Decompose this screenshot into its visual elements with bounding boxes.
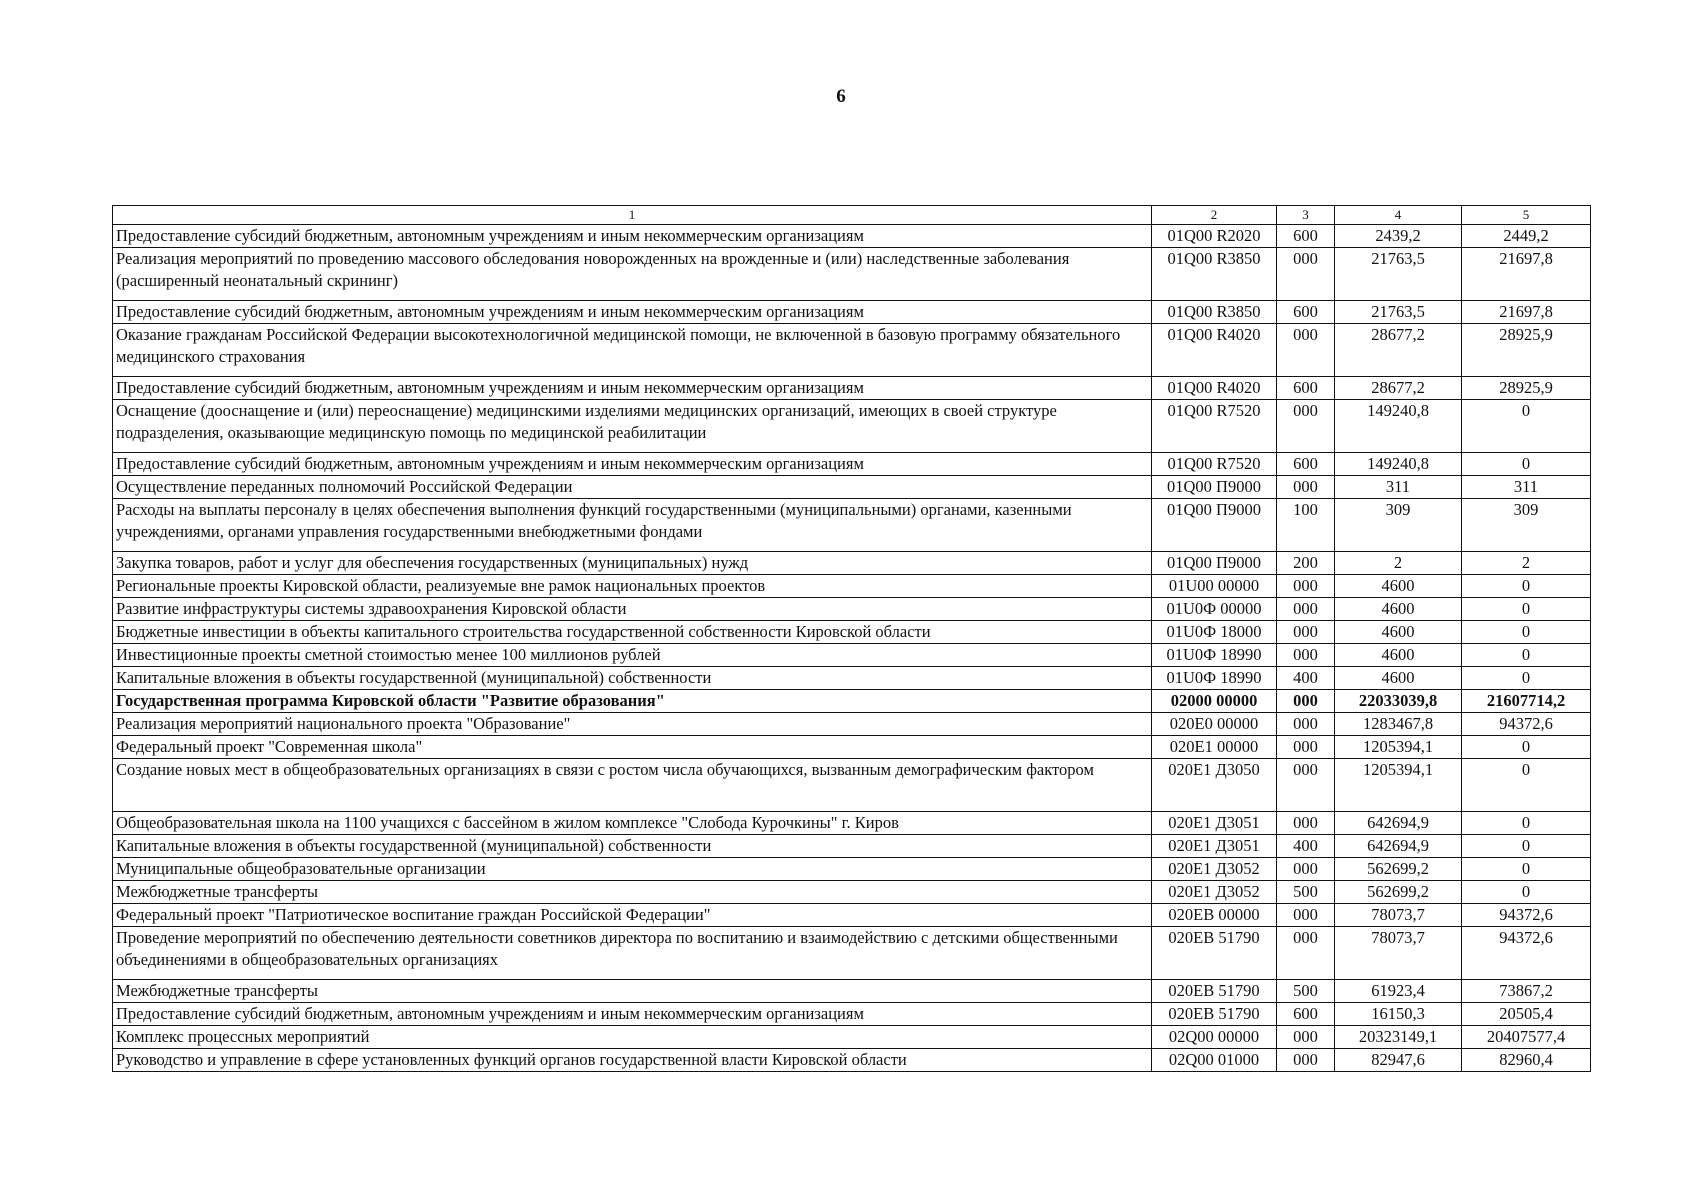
header-col-3: 3 bbox=[1277, 206, 1335, 225]
row-name-cell: Реализация мероприятий национального проекта "Образование" bbox=[113, 713, 1152, 736]
row-value-col5-cell: 0 bbox=[1462, 736, 1591, 759]
page-number: 6 bbox=[836, 86, 846, 107]
row-value-col5-cell: 0 bbox=[1462, 621, 1591, 644]
row-name-cell: Руководство и управление в сфере установленных функций органов государственной власти Кировской области bbox=[113, 1049, 1152, 1072]
row-type-cell: 000 bbox=[1277, 598, 1335, 621]
row-name-cell: Предоставление субсидий бюджетным, автономным учреждениям и иным некоммерческим организациям bbox=[113, 453, 1152, 476]
row-name-cell: Предоставление субсидий бюджетным, автономным учреждениям и иным некоммерческим организациям bbox=[113, 301, 1152, 324]
row-value-col4-cell: 562699,2 bbox=[1335, 881, 1462, 904]
row-name-cell: Развитие инфраструктуры системы здравоохранения Кировской области bbox=[113, 598, 1152, 621]
row-type-cell: 100 bbox=[1277, 499, 1335, 552]
row-code-cell: 020E1 Д3050 bbox=[1152, 759, 1277, 812]
row-value-col4-cell: 82947,6 bbox=[1335, 1049, 1462, 1072]
row-name-cell: Федеральный проект "Патриотическое воспитание граждан Российской Федерации" bbox=[113, 904, 1152, 927]
row-name-cell: Оснащение (дооснащение и (или) переоснащение) медицинскими изделиями медицинских организаций, имеющих в своей структуре подразделения, оказывающие медицинскую помощь по медицинской реабилитации bbox=[113, 400, 1152, 453]
table-row bbox=[113, 225, 1591, 248]
row-type-cell: 000 bbox=[1277, 904, 1335, 927]
row-name-cell: Государственная программа Кировской области "Развитие образования" bbox=[113, 690, 1152, 713]
row-value-col5-cell: 21697,8 bbox=[1462, 248, 1591, 301]
row-value-col4-cell: 21763,5 bbox=[1335, 248, 1462, 301]
row-value-col5-cell: 20407577,4 bbox=[1462, 1026, 1591, 1049]
row-name-cell: Капитальные вложения в объекты государственной (муниципальной) собственности bbox=[113, 835, 1152, 858]
row-name-cell: Межбюджетные трансферты bbox=[113, 881, 1152, 904]
row-type-cell: 600 bbox=[1277, 377, 1335, 400]
row-type-cell: 000 bbox=[1277, 858, 1335, 881]
row-value-col4-cell: 642694,9 bbox=[1335, 835, 1462, 858]
row-type-cell: 000 bbox=[1277, 690, 1335, 713]
row-code-cell: 020EB 00000 bbox=[1152, 904, 1277, 927]
row-type-cell: 600 bbox=[1277, 225, 1335, 248]
row-name-cell: Федеральный проект "Современная школа" bbox=[113, 736, 1152, 759]
row-value-col5-cell: 0 bbox=[1462, 644, 1591, 667]
table-row bbox=[113, 476, 1591, 499]
row-value-col5-cell: 2 bbox=[1462, 552, 1591, 575]
row-value-col5-cell: 0 bbox=[1462, 575, 1591, 598]
row-value-col4-cell: 149240,8 bbox=[1335, 400, 1462, 453]
table-row bbox=[113, 927, 1591, 980]
table-row bbox=[113, 499, 1591, 552]
row-value-col4-cell: 4600 bbox=[1335, 667, 1462, 690]
row-code-cell: 01Q00 R7520 bbox=[1152, 400, 1277, 453]
row-value-col5-cell: 0 bbox=[1462, 812, 1591, 835]
row-type-cell: 600 bbox=[1277, 1003, 1335, 1026]
row-value-col4-cell: 1205394,1 bbox=[1335, 759, 1462, 812]
row-value-col5-cell: 0 bbox=[1462, 858, 1591, 881]
row-value-col5-cell: 94372,6 bbox=[1462, 904, 1591, 927]
row-code-cell: 01Q00 R4020 bbox=[1152, 324, 1277, 377]
row-value-col5-cell: 0 bbox=[1462, 400, 1591, 453]
table-row bbox=[113, 575, 1591, 598]
table-row bbox=[113, 690, 1591, 713]
row-type-cell: 200 bbox=[1277, 552, 1335, 575]
row-type-cell: 400 bbox=[1277, 667, 1335, 690]
row-value-col4-cell: 78073,7 bbox=[1335, 904, 1462, 927]
row-value-col5-cell: 28925,9 bbox=[1462, 377, 1591, 400]
row-type-cell: 000 bbox=[1277, 400, 1335, 453]
row-type-cell: 000 bbox=[1277, 812, 1335, 835]
row-type-cell: 400 bbox=[1277, 835, 1335, 858]
table-row bbox=[113, 248, 1591, 301]
row-code-cell: 01U0Ф 18990 bbox=[1152, 667, 1277, 690]
row-type-cell: 000 bbox=[1277, 1026, 1335, 1049]
row-code-cell: 01Q00 П9000 bbox=[1152, 499, 1277, 552]
row-type-cell: 500 bbox=[1277, 980, 1335, 1003]
row-value-col5-cell: 73867,2 bbox=[1462, 980, 1591, 1003]
row-value-col4-cell: 28677,2 bbox=[1335, 324, 1462, 377]
row-value-col5-cell: 82960,4 bbox=[1462, 1049, 1591, 1072]
table-row bbox=[113, 1003, 1591, 1026]
table-row bbox=[113, 858, 1591, 881]
row-name-cell: Бюджетные инвестиции в объекты капитального строительства государственной собственности Кировской области bbox=[113, 621, 1152, 644]
row-name-cell: Капитальные вложения в объекты государственной (муниципальной) собственности bbox=[113, 667, 1152, 690]
row-name-cell: Расходы на выплаты персоналу в целях обеспечения выполнения функций государственными (муниципальными) органами, казенными учреждениями, органами управления государственными внебюджетными фондами bbox=[113, 499, 1152, 552]
row-code-cell: 01Q00 П9000 bbox=[1152, 552, 1277, 575]
row-type-cell: 000 bbox=[1277, 644, 1335, 667]
row-name-cell: Предоставление субсидий бюджетным, автономным учреждениям и иным некоммерческим организациям bbox=[113, 1003, 1152, 1026]
row-value-col4-cell: 22033039,8 bbox=[1335, 690, 1462, 713]
table-row bbox=[113, 980, 1591, 1003]
row-value-col4-cell: 4600 bbox=[1335, 598, 1462, 621]
table-row bbox=[113, 667, 1591, 690]
row-type-cell: 600 bbox=[1277, 453, 1335, 476]
table-row bbox=[113, 812, 1591, 835]
row-code-cell: 020EB 51790 bbox=[1152, 1003, 1277, 1026]
row-value-col4-cell: 4600 bbox=[1335, 644, 1462, 667]
row-value-col4-cell: 78073,7 bbox=[1335, 927, 1462, 980]
row-code-cell: 01Q00 R2020 bbox=[1152, 225, 1277, 248]
row-value-col5-cell: 94372,6 bbox=[1462, 927, 1591, 980]
table-row bbox=[113, 598, 1591, 621]
row-code-cell: 01U00 00000 bbox=[1152, 575, 1277, 598]
row-type-cell: 000 bbox=[1277, 575, 1335, 598]
table-row bbox=[113, 552, 1591, 575]
row-name-cell: Оказание гражданам Российской Федерации высокотехнологичной медицинской помощи, не включенной в базовую программу обязательного медицинского страхования bbox=[113, 324, 1152, 377]
table-body bbox=[113, 225, 1591, 1072]
row-code-cell: 020E1 Д3051 bbox=[1152, 835, 1277, 858]
row-code-cell: 01U0Ф 00000 bbox=[1152, 598, 1277, 621]
row-value-col4-cell: 20323149,1 bbox=[1335, 1026, 1462, 1049]
row-value-col5-cell: 2449,2 bbox=[1462, 225, 1591, 248]
table-row bbox=[113, 759, 1591, 812]
row-value-col4-cell: 61923,4 bbox=[1335, 980, 1462, 1003]
row-name-cell: Муниципальные общеобразовательные организации bbox=[113, 858, 1152, 881]
row-name-cell: Закупка товаров, работ и услуг для обеспечения государственных (муниципальных) нужд bbox=[113, 552, 1152, 575]
row-type-cell: 000 bbox=[1277, 324, 1335, 377]
row-code-cell: 020EB 51790 bbox=[1152, 980, 1277, 1003]
row-value-col4-cell: 1283467,8 bbox=[1335, 713, 1462, 736]
row-code-cell: 020E1 Д3051 bbox=[1152, 812, 1277, 835]
row-value-col5-cell: 309 bbox=[1462, 499, 1591, 552]
row-value-col4-cell: 2439,2 bbox=[1335, 225, 1462, 248]
row-name-cell: Предоставление субсидий бюджетным, автономным учреждениям и иным некоммерческим организациям bbox=[113, 225, 1152, 248]
row-code-cell: 02000 00000 bbox=[1152, 690, 1277, 713]
row-value-col4-cell: 28677,2 bbox=[1335, 377, 1462, 400]
table-row bbox=[113, 621, 1591, 644]
table-row bbox=[113, 881, 1591, 904]
row-code-cell: 020E0 00000 bbox=[1152, 713, 1277, 736]
row-value-col5-cell: 0 bbox=[1462, 759, 1591, 812]
row-type-cell: 000 bbox=[1277, 476, 1335, 499]
row-type-cell: 000 bbox=[1277, 248, 1335, 301]
row-name-cell: Создание новых мест в общеобразовательных организациях в связи с ростом числа обучающихся, вызванным демографическим фактором bbox=[113, 759, 1152, 812]
row-name-cell: Реализация мероприятий по проведению массового обследования новорожденных на врожденные и (или) наследственные заболевания (расширенный неонатальный скрининг) bbox=[113, 248, 1152, 301]
table-row bbox=[113, 835, 1591, 858]
table-row bbox=[113, 904, 1591, 927]
row-type-cell: 500 bbox=[1277, 881, 1335, 904]
header-col-2: 2 bbox=[1152, 206, 1277, 225]
row-code-cell: 01Q00 R7520 bbox=[1152, 453, 1277, 476]
row-code-cell: 01Q00 П9000 bbox=[1152, 476, 1277, 499]
row-code-cell: 01U0Ф 18000 bbox=[1152, 621, 1277, 644]
row-value-col5-cell: 0 bbox=[1462, 881, 1591, 904]
row-value-col5-cell: 0 bbox=[1462, 453, 1591, 476]
row-value-col5-cell: 0 bbox=[1462, 835, 1591, 858]
row-value-col4-cell: 149240,8 bbox=[1335, 453, 1462, 476]
row-value-col4-cell: 311 bbox=[1335, 476, 1462, 499]
budget-table bbox=[112, 205, 1591, 1072]
row-name-cell: Межбюджетные трансферты bbox=[113, 980, 1152, 1003]
row-value-col4-cell: 562699,2 bbox=[1335, 858, 1462, 881]
row-value-col5-cell: 21697,8 bbox=[1462, 301, 1591, 324]
row-code-cell: 02Q00 00000 bbox=[1152, 1026, 1277, 1049]
row-value-col4-cell: 4600 bbox=[1335, 621, 1462, 644]
row-code-cell: 01Q00 R3850 bbox=[1152, 248, 1277, 301]
row-name-cell: Региональные проекты Кировской области, реализуемые вне рамок национальных проектов bbox=[113, 575, 1152, 598]
row-value-col4-cell: 4600 bbox=[1335, 575, 1462, 598]
header-col-5: 5 bbox=[1462, 206, 1591, 225]
table-header-row bbox=[113, 206, 1591, 225]
table-row bbox=[113, 400, 1591, 453]
row-name-cell: Комплекс процессных мероприятий bbox=[113, 1026, 1152, 1049]
row-type-cell: 000 bbox=[1277, 621, 1335, 644]
row-name-cell: Общеобразовательная школа на 1100 учащихся с бассейном в жилом комплексе "Слобода Курочкины" г. Киров bbox=[113, 812, 1152, 835]
row-type-cell: 000 bbox=[1277, 927, 1335, 980]
row-type-cell: 000 bbox=[1277, 713, 1335, 736]
table-row bbox=[113, 736, 1591, 759]
row-code-cell: 020E1 00000 bbox=[1152, 736, 1277, 759]
row-code-cell: 02Q00 01000 bbox=[1152, 1049, 1277, 1072]
row-type-cell: 000 bbox=[1277, 759, 1335, 812]
row-type-cell: 000 bbox=[1277, 1049, 1335, 1072]
table-row bbox=[113, 1049, 1591, 1072]
header-col-1: 1 bbox=[113, 206, 1152, 225]
row-code-cell: 020EB 51790 bbox=[1152, 927, 1277, 980]
row-code-cell: 01Q00 R3850 bbox=[1152, 301, 1277, 324]
row-value-col4-cell: 642694,9 bbox=[1335, 812, 1462, 835]
row-type-cell: 000 bbox=[1277, 736, 1335, 759]
row-name-cell: Инвестиционные проекты сметной стоимостью менее 100 миллионов рублей bbox=[113, 644, 1152, 667]
row-value-col5-cell: 94372,6 bbox=[1462, 713, 1591, 736]
row-name-cell: Осуществление переданных полномочий Российской Федерации bbox=[113, 476, 1152, 499]
row-value-col4-cell: 21763,5 bbox=[1335, 301, 1462, 324]
row-type-cell: 600 bbox=[1277, 301, 1335, 324]
header-col-4: 4 bbox=[1335, 206, 1462, 225]
row-code-cell: 01Q00 R4020 bbox=[1152, 377, 1277, 400]
row-code-cell: 01U0Ф 18990 bbox=[1152, 644, 1277, 667]
row-value-col4-cell: 1205394,1 bbox=[1335, 736, 1462, 759]
row-value-col4-cell: 2 bbox=[1335, 552, 1462, 575]
row-value-col5-cell: 28925,9 bbox=[1462, 324, 1591, 377]
row-value-col5-cell: 21607714,2 bbox=[1462, 690, 1591, 713]
table-row bbox=[113, 324, 1591, 377]
row-value-col5-cell: 311 bbox=[1462, 476, 1591, 499]
row-name-cell: Предоставление субсидий бюджетным, автономным учреждениям и иным некоммерческим организациям bbox=[113, 377, 1152, 400]
row-value-col4-cell: 16150,3 bbox=[1335, 1003, 1462, 1026]
row-value-col5-cell: 0 bbox=[1462, 667, 1591, 690]
row-value-col5-cell: 0 bbox=[1462, 598, 1591, 621]
table-row bbox=[113, 301, 1591, 324]
row-name-cell: Проведение мероприятий по обеспечению деятельности советников директора по воспитанию и взаимодействию с детскими общественными объединениями в общеобразовательных организациях bbox=[113, 927, 1152, 980]
table-row bbox=[113, 1026, 1591, 1049]
table-row bbox=[113, 377, 1591, 400]
table-row bbox=[113, 453, 1591, 476]
table-row bbox=[113, 644, 1591, 667]
row-code-cell: 020E1 Д3052 bbox=[1152, 881, 1277, 904]
row-value-col5-cell: 20505,4 bbox=[1462, 1003, 1591, 1026]
row-code-cell: 020E1 Д3052 bbox=[1152, 858, 1277, 881]
table-row bbox=[113, 713, 1591, 736]
row-value-col4-cell: 309 bbox=[1335, 499, 1462, 552]
